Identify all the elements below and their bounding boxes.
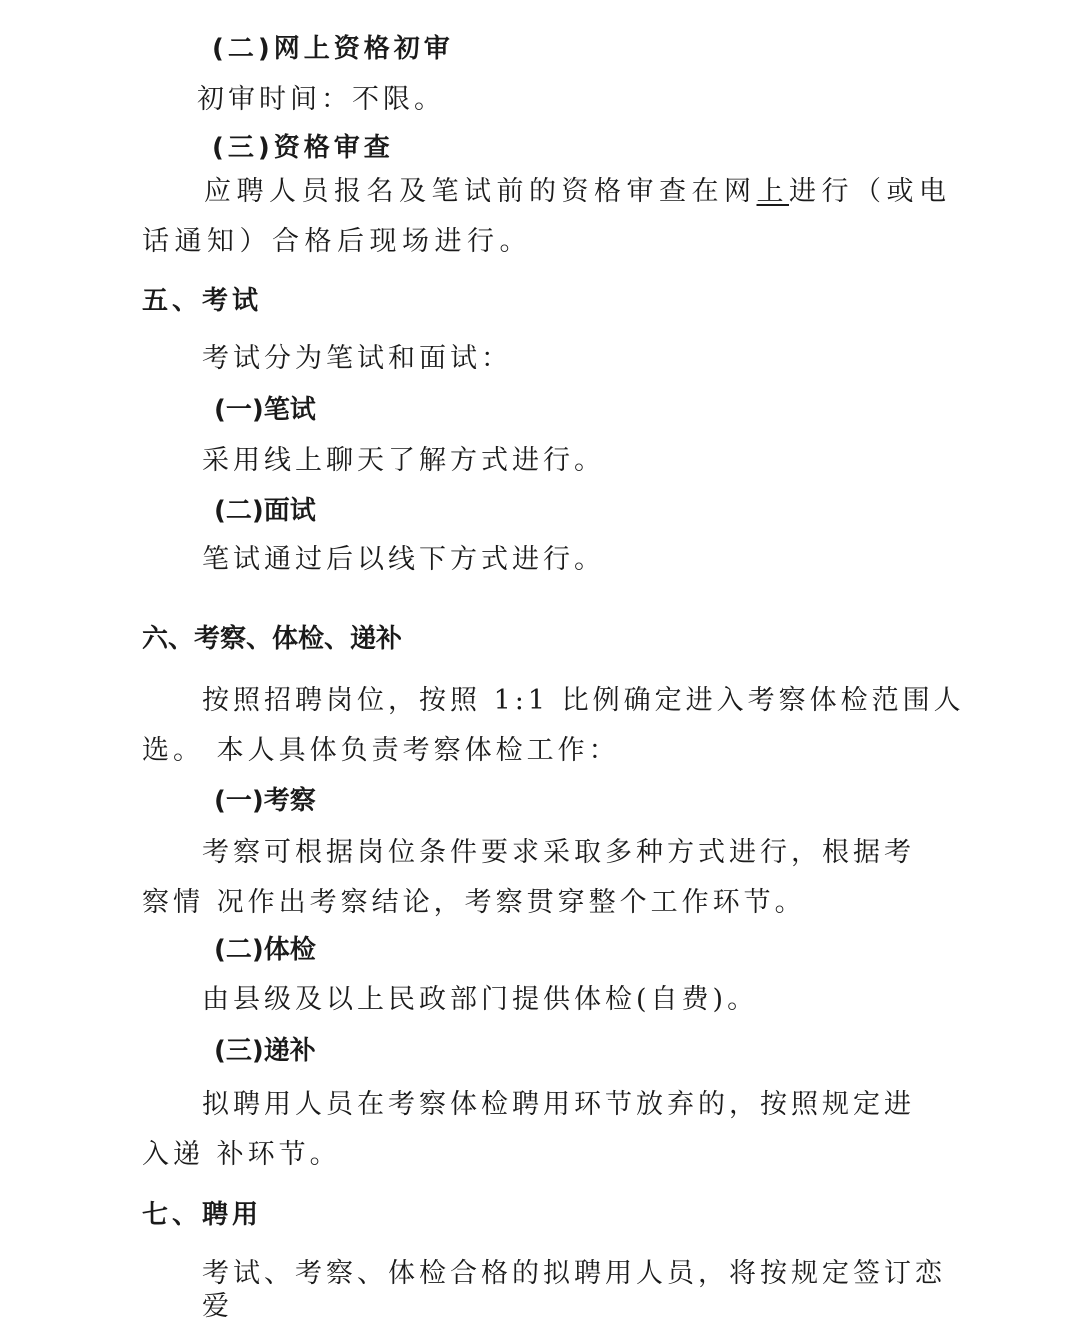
subheading-online-review: (二)网上资格初审 [212, 34, 454, 64]
subheading-replacement: (三)递补 [214, 1036, 316, 1066]
section-heading-exam: 五、考试 [142, 286, 263, 316]
section-heading-inspection: 六、考察、体检、递补 [142, 624, 403, 654]
text-segment: 进行（或电 [789, 176, 952, 207]
paragraph-investigation-line1: 考察可根据岗位条件要求采取多种方式进行，根据考 [202, 837, 915, 868]
section-heading-employment: 七、聘用 [142, 1200, 263, 1230]
paragraph-review-time: 初审时间：不限。 [197, 84, 445, 115]
underlined-text: 上 [756, 176, 789, 207]
paragraph-replacement-line2: 入递 补环节。 [142, 1139, 341, 1170]
subheading-written-test: (一)笔试 [214, 395, 316, 425]
text-segment: 应聘人员报名及笔试前的资格审查在网 [204, 176, 757, 207]
paragraph-medical-exam: 由县级及以上民政部门提供体检(自费)。 [202, 984, 759, 1015]
paragraph-qualification-line2: 话通知）合格后现场进行。 [142, 226, 532, 257]
subheading-investigation: (一)考察 [214, 786, 316, 816]
subheading-interview: (二)面试 [214, 496, 316, 526]
paragraph-interview: 笔试通过后以线下方式进行。 [202, 544, 605, 575]
subheading-medical-exam: (二)体检 [214, 935, 316, 965]
paragraph-written-test: 采用线上聊天了解方式进行。 [202, 445, 605, 476]
subheading-qualification-check: (三)资格审查 [212, 133, 394, 163]
paragraph-employment-line1: 考试、考察、体检合格的拟聘用人员，将按规定签订恋 [202, 1258, 946, 1289]
paragraph-exam-intro: 考试分为笔试和面试： [202, 343, 512, 374]
paragraph-inspection-line1: 按照招聘岗位，按照 1:1 比例确定进入考察体检范围人 [202, 685, 965, 716]
paragraph-qualification-line1 [204, 175, 952, 209]
paragraph-replacement-line1: 拟聘用人员在考察体检聘用环节放弃的，按照规定进 [202, 1089, 915, 1120]
paragraph-investigation-line2: 察情 况作出考察结论，考察贯穿整个工作环节。 [142, 887, 806, 918]
paragraph-inspection-line2: 选。 本人具体负责考察体检工作： [142, 735, 620, 766]
paragraph-employment-line2: 爱 [202, 1291, 229, 1322]
